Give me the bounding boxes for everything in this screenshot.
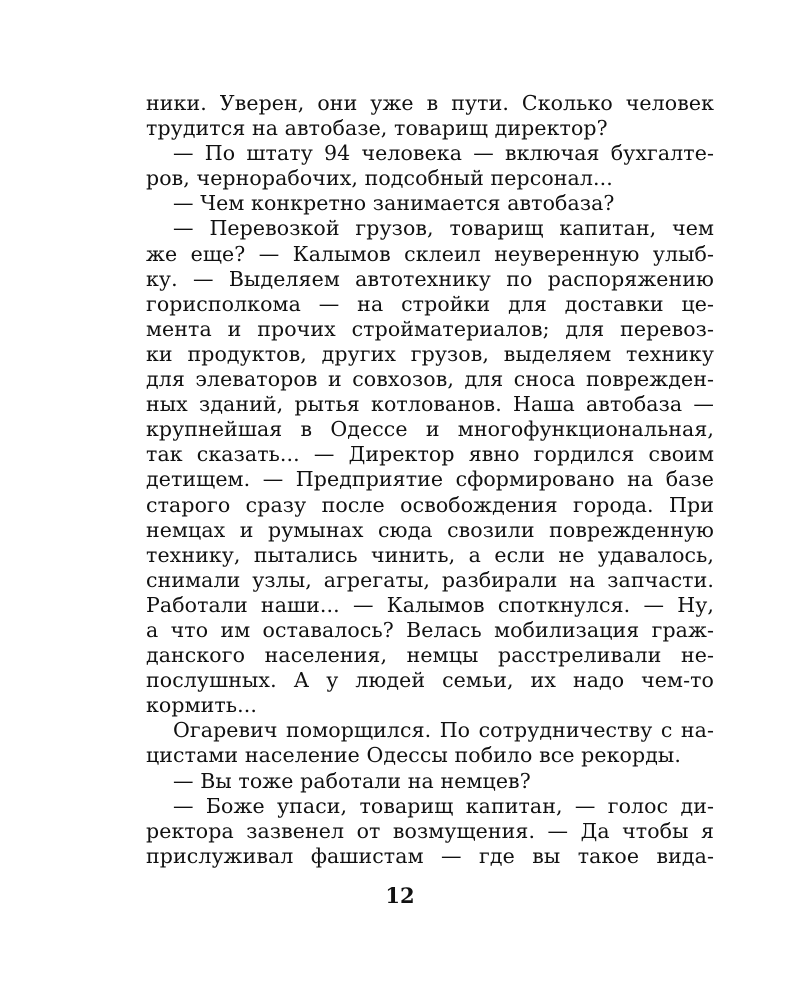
text-line: мента и прочих стройматериалов; для перевоз-	[146, 316, 714, 341]
text-line: послушных. А у людей семьи, их надо чем-то	[146, 668, 714, 693]
text-line: снимали узлы, агрегаты, разбирали на запчасти.	[146, 567, 714, 592]
text-line: для элеваторов и совхозов, для сноса поврежден-	[146, 367, 714, 392]
body-text	[146, 91, 714, 869]
text-line: ных зданий, рытья котлованов. Наша автобаза —	[146, 392, 714, 417]
page-number: 12	[385, 883, 415, 908]
text-line: данского населения, немцы расстреливали не-	[146, 643, 714, 668]
text-line: технику, пытались чинить, а если не удавалось,	[146, 542, 714, 567]
text-line: — Чем конкретно занимается автобаза?	[173, 191, 615, 216]
text-line: ки продуктов, других грузов, выделяем технику	[146, 341, 714, 366]
text-line: — Вы тоже работали на немцев?	[173, 768, 531, 793]
text-line: кормить...	[146, 693, 257, 718]
text-line: горисполкома — на стройки для доставки це-	[146, 291, 714, 316]
text-line: же еще? — Калымов склеил неуверенную улыб-	[146, 241, 714, 266]
text-line: детищем. — Предприятие сформировано на базе	[146, 467, 714, 492]
text-line: — По штату 94 человека — включая бухгалте-	[173, 141, 714, 166]
text-line: ректора зазвенел от возмущения. — Да чтобы я	[146, 818, 714, 843]
text-line: крупнейшая в Одессе и многофункциональная,	[146, 417, 714, 442]
text-line: Огаревич поморщился. По сотрудничеству с на-	[173, 718, 714, 743]
text-line: ники. Уверен, они уже в пути. Сколько человек	[146, 91, 714, 115]
text-line: — Перевозкой грузов, товарищ капитан, чем	[173, 216, 714, 241]
text-line: старого сразу после освобождения города. При	[146, 492, 714, 517]
text-line: так сказать... — Директор явно гордился своим	[146, 442, 714, 467]
text-line: ров, чернорабочих, подсобный персонал...	[146, 166, 613, 191]
text-line: цистами население Одессы побило все рекорды.	[146, 743, 681, 768]
text-line: прислуживал фашистам — где вы такое вида-	[146, 843, 714, 868]
text-line: трудится на автобазе, товарищ директор?	[146, 116, 608, 141]
text-line: немцах и румынах сюда свозили поврежденную	[146, 517, 714, 542]
text-line: — Боже упаси, товарищ капитан, — голос ди-	[173, 793, 714, 818]
text-line: ку. — Выделяем автотехнику по распоряжению	[146, 266, 714, 291]
text-line: Работали наши... — Калымов споткнулся. — Ну,	[146, 592, 714, 617]
text-line: а что им оставалось? Велась мобилизация граж-	[146, 617, 714, 642]
